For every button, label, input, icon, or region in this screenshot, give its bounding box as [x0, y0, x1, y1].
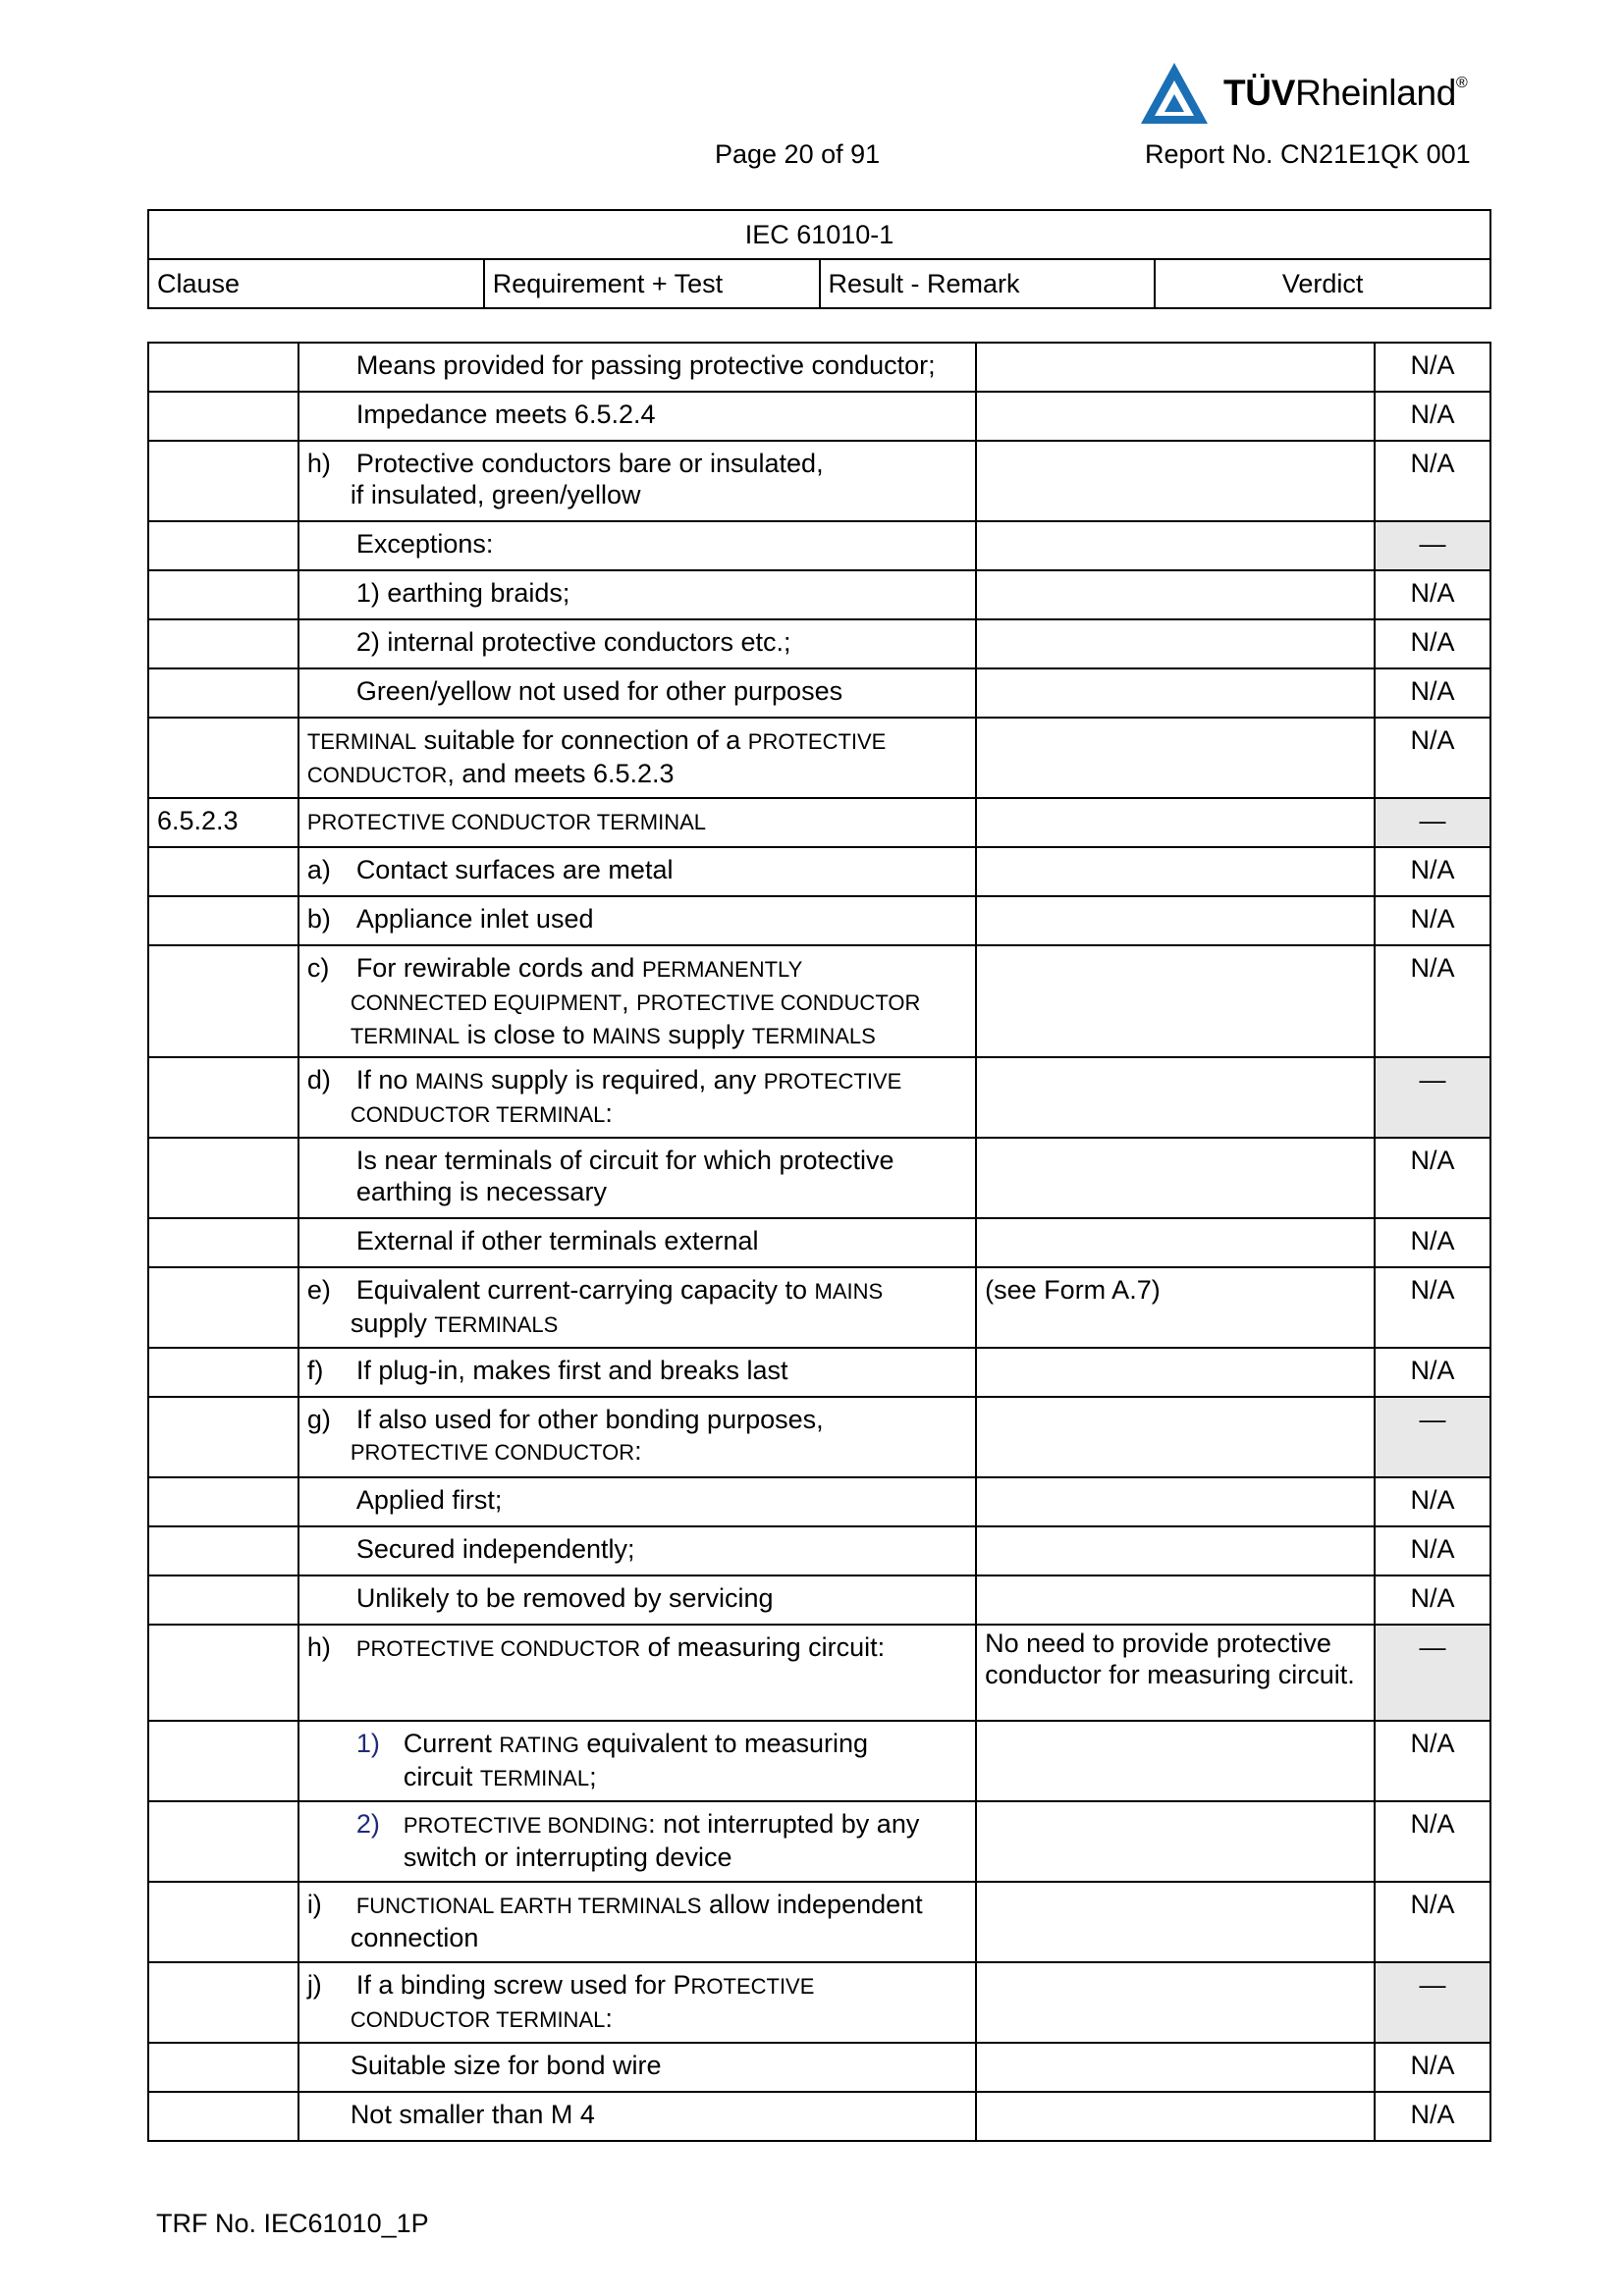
requirement-text: , and meets 6.5.2.3 [447, 759, 675, 788]
term: PROTECTIVE [747, 729, 887, 754]
requirement-text: If no [355, 1065, 415, 1095]
verdict: N/A [1375, 668, 1490, 718]
verdict: N/A [1375, 2092, 1490, 2141]
table-row [148, 343, 1490, 392]
term: MAINS [814, 1279, 884, 1304]
requirement-text: 2) internal protective conductors etc.; [355, 627, 791, 657]
item-label: b) [306, 904, 331, 934]
requirement-text: Applied first; [355, 1485, 503, 1515]
verdict: N/A [1375, 1882, 1490, 1962]
table-row [148, 1526, 1490, 1575]
verdict: N/A [1375, 718, 1490, 798]
verdict: N/A [1375, 441, 1490, 521]
term: PROTECTIVE CONDUCTOR [636, 990, 921, 1015]
standard-title: IEC 61010-1 [148, 210, 1490, 259]
table-row [148, 521, 1490, 570]
table-row [148, 798, 1490, 847]
requirement-text: Not smaller than M 4 [350, 2100, 595, 2129]
table-row [148, 1575, 1490, 1625]
table-row [148, 619, 1490, 668]
requirement-text: , [622, 987, 637, 1016]
requirement-text: Protective conductors bare or insulated, [355, 449, 824, 478]
requirement-text: : [605, 2003, 613, 2033]
term: TERMINALS [434, 1312, 559, 1337]
tuv-rheinland-logo [1139, 61, 1492, 130]
requirement-text: supply is required, any [483, 1065, 764, 1095]
table-row [148, 441, 1490, 521]
item-number: 2) [355, 1809, 380, 1839]
term: PERMANENTLY [641, 957, 803, 982]
verdict: — [1375, 1625, 1490, 1721]
requirement-text: Is near terminals of circuit for which protective [355, 1146, 894, 1175]
term: CONDUCTOR TERMINAL [350, 1102, 606, 1127]
requirement-text: equivalent to measuring [578, 1729, 869, 1758]
trf-number: TRF No. IEC61010_1P [156, 2209, 429, 2238]
table-row [148, 2092, 1490, 2141]
verdict: N/A [1375, 343, 1490, 392]
term: TERMINAL [479, 1766, 590, 1790]
term: PROTECTIVE BONDING [403, 1813, 649, 1838]
term: PROTECTIVE CONDUCTOR [355, 1636, 641, 1661]
requirement-text: External if other terminals external [355, 1226, 759, 1255]
verdict: — [1375, 1057, 1490, 1138]
verdict: N/A [1375, 619, 1490, 668]
verdict: N/A [1375, 1801, 1490, 1882]
logo-wordmark: TÜVRheinland® [1223, 73, 1468, 113]
term: PROTECTIVE [763, 1069, 902, 1094]
requirement-text: Suitable size for bond wire [350, 2051, 662, 2080]
table-row [148, 2043, 1490, 2092]
requirement-text: 1) earthing braids; [355, 578, 570, 608]
requirement-text: of measuring circuit: [640, 1632, 886, 1662]
requirement-text: Current [403, 1729, 500, 1758]
term: TERMINAL [350, 1024, 460, 1048]
term: CONNECTED EQUIPMENT [350, 990, 623, 1015]
requirement-text: : not interrupted by any [648, 1809, 920, 1839]
requirement-text: If a binding screw used for P [355, 1970, 691, 2000]
verdict: N/A [1375, 1218, 1490, 1267]
table-row [148, 1267, 1490, 1348]
result-remark: (see Form A.7) [976, 1267, 1375, 1348]
requirement-text: ; [589, 1762, 597, 1791]
term: ROTECTIVE [690, 1974, 815, 1999]
table-row [148, 945, 1490, 1057]
item-label: a) [306, 855, 331, 884]
verdict: N/A [1375, 1575, 1490, 1625]
requirement-text: is close to [460, 1020, 593, 1049]
verdict: N/A [1375, 570, 1490, 619]
term: PROTECTIVE CONDUCTOR [350, 1440, 635, 1465]
term: CONDUCTOR TERMINAL [350, 2007, 606, 2032]
table-row [148, 847, 1490, 896]
verdict: N/A [1375, 945, 1490, 1057]
item-label: i) [306, 1890, 322, 1919]
requirement-text: supply [350, 1308, 435, 1338]
requirement-text: switch or interrupting device [403, 1842, 732, 1872]
verdict: N/A [1375, 847, 1490, 896]
requirement-text: : [634, 1436, 642, 1466]
table-row [148, 1138, 1490, 1218]
term: MAINS [414, 1069, 484, 1094]
requirement-text: For rewirable cords and [355, 953, 642, 983]
tuv-triangle-icon [1139, 61, 1210, 126]
item-label: c) [306, 953, 330, 983]
requirement-text: earthing is necessary [355, 1177, 607, 1206]
requirement-text: : [605, 1098, 613, 1128]
table-row [148, 1962, 1490, 2043]
item-label: h) [306, 1632, 331, 1662]
table-row [148, 1625, 1490, 1721]
col-clause: Clause [148, 259, 484, 308]
table-row [148, 1057, 1490, 1138]
term: TERMINALS [751, 1024, 876, 1048]
table-row [148, 392, 1490, 441]
item-label: d) [306, 1065, 331, 1095]
col-result: Result - Remark [820, 259, 1156, 308]
table-row [148, 668, 1490, 718]
requirement-text: Impedance meets 6.5.2.4 [355, 400, 656, 429]
requirements-table [147, 342, 1491, 2142]
verdict: N/A [1375, 1477, 1490, 1526]
term: RATING [499, 1733, 579, 1757]
term: MAINS [592, 1024, 661, 1048]
requirement-text: suitable for connection of a [416, 725, 748, 755]
table-row [148, 1397, 1490, 1477]
item-number: 1) [355, 1729, 380, 1758]
item-label: h) [306, 449, 331, 478]
item-label: g) [306, 1405, 331, 1434]
requirement-text: circuit [403, 1762, 480, 1791]
table-row [148, 718, 1490, 798]
section-title: PROTECTIVE CONDUCTOR TERMINAL [306, 810, 707, 834]
verdict: N/A [1375, 1267, 1490, 1348]
requirement-text: supply [660, 1020, 752, 1049]
verdict: N/A [1375, 1721, 1490, 1801]
table-header [147, 209, 1491, 309]
verdict: — [1375, 1397, 1490, 1477]
requirement-text: Unlikely to be removed by servicing [355, 1583, 774, 1613]
verdict: — [1375, 798, 1490, 847]
table-row [148, 1348, 1490, 1397]
table-row [148, 1801, 1490, 1882]
verdict: — [1375, 521, 1490, 570]
requirement-text: connection [350, 1923, 479, 1952]
item-label: f) [306, 1356, 324, 1385]
verdict: N/A [1375, 896, 1490, 945]
term: FUNCTIONAL EARTH TERMINALS [355, 1894, 702, 1918]
requirement-text: Secured independently; [355, 1534, 635, 1564]
requirement-text: Means provided for passing protective conductor; [355, 350, 936, 380]
verdict: N/A [1375, 1526, 1490, 1575]
verdict: — [1375, 1962, 1490, 2043]
col-verdict: Verdict [1155, 259, 1490, 308]
requirement-text: Appliance inlet used [355, 904, 594, 934]
table-row [148, 1477, 1490, 1526]
term: CONDUCTOR [306, 763, 448, 787]
clause-number: 6.5.2.3 [148, 798, 298, 847]
result-remark: No need to provide protective conductor for measuring circuit. [976, 1625, 1375, 1721]
table-row [148, 1882, 1490, 1962]
item-label: e) [306, 1275, 331, 1305]
item-label: j) [306, 1970, 322, 2000]
requirement-text: allow independent [701, 1890, 923, 1919]
requirement-text: If plug-in, makes first and breaks last [355, 1356, 788, 1385]
verdict: N/A [1375, 392, 1490, 441]
col-requirement: Requirement + Test [484, 259, 820, 308]
requirement-text: If also used for other bonding purposes, [355, 1405, 824, 1434]
verdict: N/A [1375, 2043, 1490, 2092]
table-row [148, 1218, 1490, 1267]
term: TERMINAL [306, 729, 417, 754]
verdict: N/A [1375, 1138, 1490, 1218]
table-row [148, 896, 1490, 945]
requirement-text: Contact surfaces are metal [355, 855, 674, 884]
requirement-text: Exceptions: [355, 529, 494, 559]
report-number: Report No. CN21E1QK 001 [1145, 139, 1471, 169]
table-row [148, 570, 1490, 619]
requirement-text: Equivalent current-carrying capacity to [355, 1275, 815, 1305]
requirement-text: if insulated, green/yellow [350, 480, 641, 509]
table-row [148, 1721, 1490, 1801]
requirement-text: Green/yellow not used for other purposes [355, 676, 843, 706]
verdict: N/A [1375, 1348, 1490, 1397]
page-number: Page 20 of 91 [715, 139, 881, 169]
